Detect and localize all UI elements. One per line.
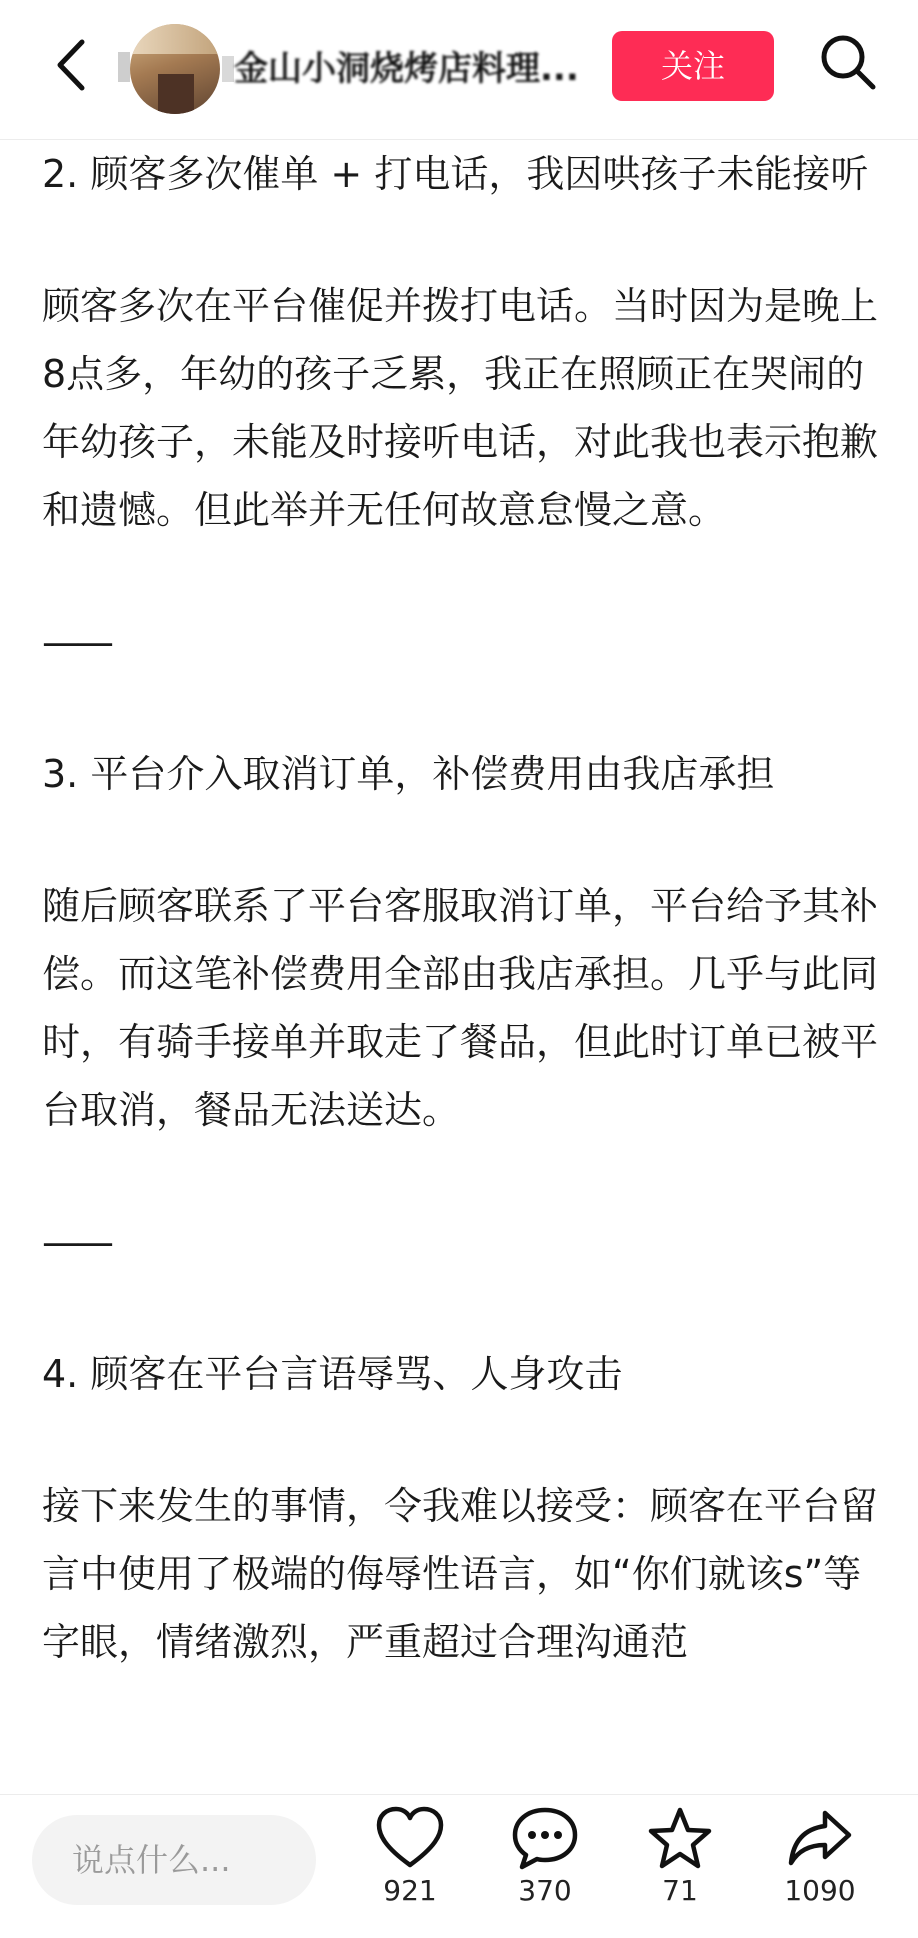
section-heading: 4. 顾客在平台言语辱骂、人身攻击 bbox=[42, 1352, 623, 1396]
section-body: 随后顾客联系了平台客服取消订单，平台给予其补偿。而这笔补偿费用全部由我店承担。几乎与此同时，有骑手接单并取走了餐品，但此时订单已被平台取消，餐品无法送达。 bbox=[42, 884, 879, 1132]
star-icon bbox=[645, 1805, 715, 1871]
avatar-background bbox=[130, 24, 220, 54]
like-count: 921 bbox=[383, 1874, 437, 1907]
like-button[interactable] bbox=[360, 1805, 460, 1935]
chevron-left-icon bbox=[54, 38, 88, 92]
separator: —— bbox=[42, 1220, 110, 1264]
section-heading: 2. 顾客多次催单 + 打电话，我因哄孩子未能接听 bbox=[42, 152, 869, 196]
share-count: 1090 bbox=[784, 1874, 856, 1907]
separator: —— bbox=[42, 620, 110, 664]
favorite-button[interactable] bbox=[630, 1805, 730, 1935]
author-name[interactable]: 金山小洞烧烤店料理... bbox=[234, 49, 579, 89]
search-icon bbox=[816, 30, 880, 94]
section-body: 接下来发生的事情，令我难以接受：顾客在平台留言中使用了极端的侮辱性语言，如“你们就该s”等字眼，情绪激烈，严重超过合理沟通范 bbox=[42, 1484, 879, 1664]
comment-button[interactable] bbox=[495, 1805, 595, 1935]
comment-count: 370 bbox=[518, 1874, 572, 1907]
section-heading: 3. 平台介入取消订单，补偿费用由我店承担 bbox=[42, 752, 775, 796]
top-bar bbox=[0, 0, 918, 140]
search-button[interactable] bbox=[816, 30, 880, 94]
favorite-count: 71 bbox=[662, 1874, 698, 1907]
redaction-mosaic bbox=[222, 56, 234, 82]
back-button[interactable] bbox=[46, 30, 96, 100]
avatar-mosaic bbox=[158, 74, 194, 114]
redaction-mosaic bbox=[118, 52, 130, 82]
section-body: 顾客多次在平台催促并拨打电话。当时因为是晚上8点多，年幼的孩子乏累，我正在照顾正在哭闹的年幼孩子，未能及时接听电话，对此我也表示抱歉和遗憾。但此举并无任何故意怠慢之意。 bbox=[42, 284, 879, 532]
share-button[interactable] bbox=[770, 1805, 870, 1935]
post-content bbox=[42, 140, 882, 1790]
follow-button[interactable]: 关注 bbox=[612, 31, 774, 101]
avatar[interactable] bbox=[130, 24, 220, 114]
bottom-action-bar bbox=[0, 1794, 918, 1938]
heart-icon bbox=[375, 1805, 445, 1871]
comment-bubble-icon bbox=[510, 1805, 580, 1871]
comment-input[interactable]: 说点什么... bbox=[32, 1815, 316, 1905]
share-arrow-icon bbox=[785, 1805, 855, 1871]
